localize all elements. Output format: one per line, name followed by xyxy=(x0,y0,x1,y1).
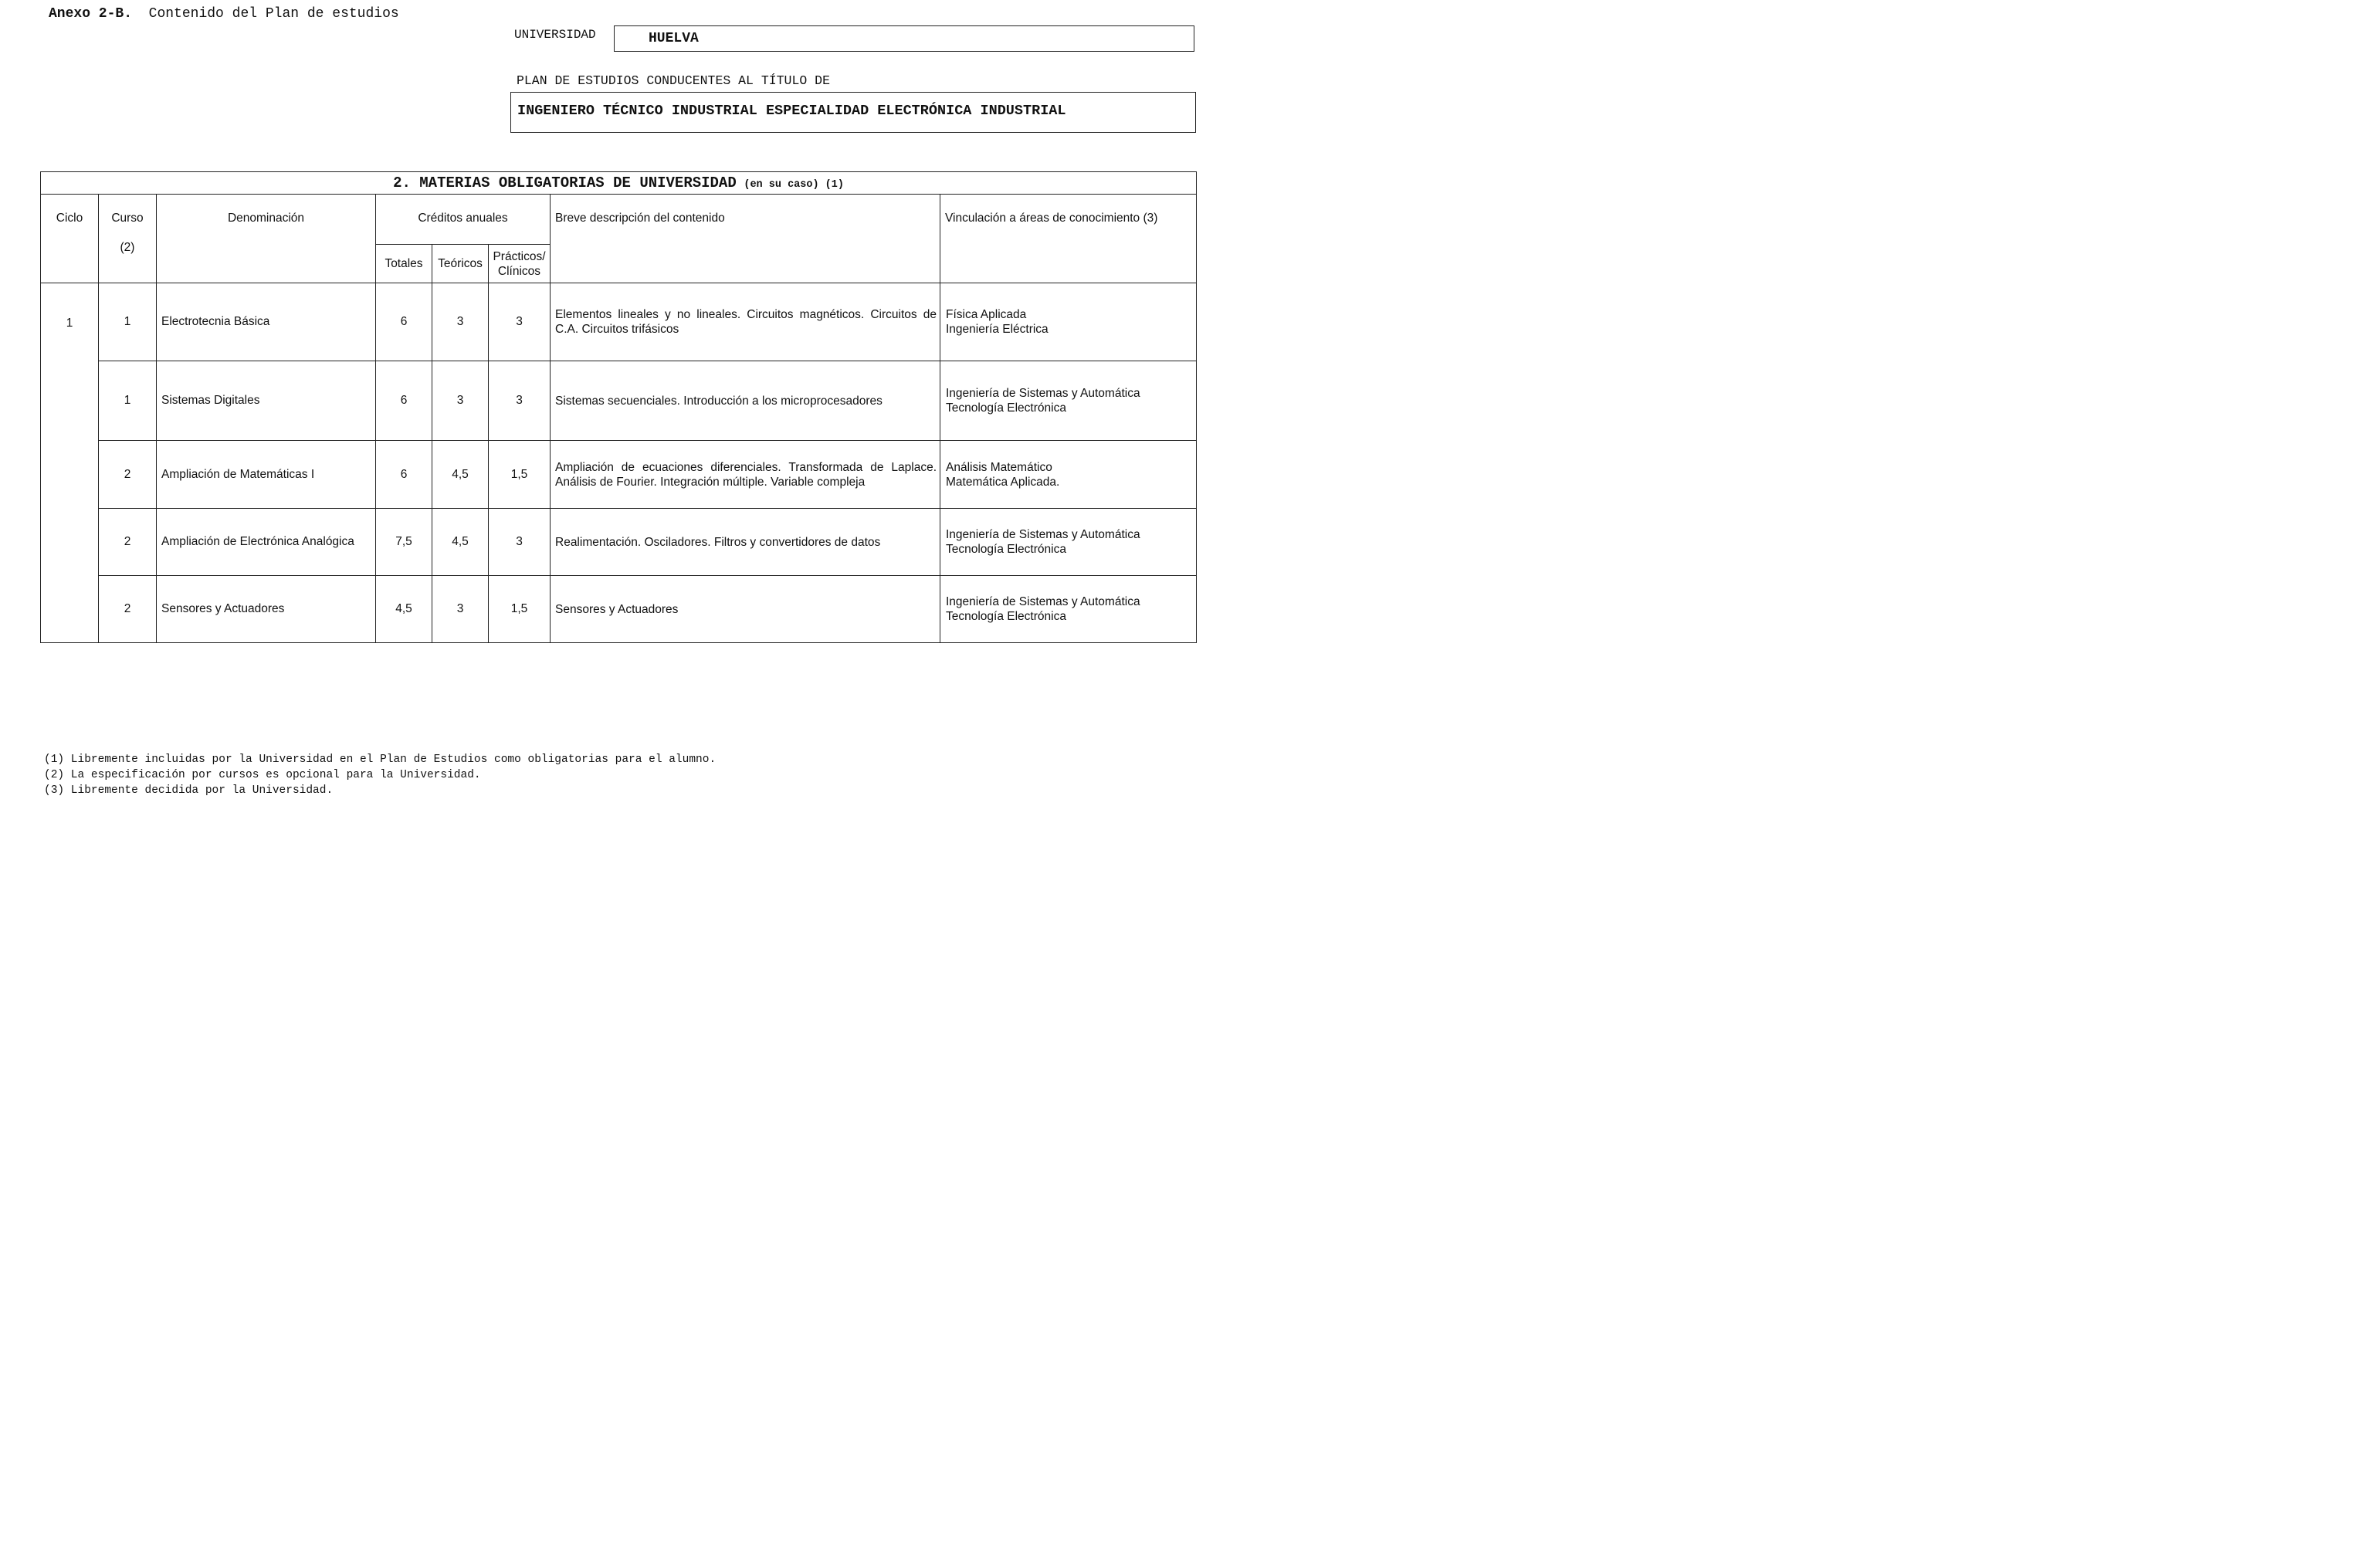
plan-label: PLAN DE ESTUDIOS CONDUCENTES AL TÍTULO DE xyxy=(517,73,830,88)
header-teoricos-label: Teóricos xyxy=(438,257,483,270)
annex-label: Anexo 2-B. xyxy=(49,6,133,22)
cell-descripcion: Realimentación. Osciladores. Filtros y convertidores de datos xyxy=(551,509,940,576)
annex-title: Contenido del Plan de estudios xyxy=(148,6,399,22)
cell-practicos: 1,5 xyxy=(489,576,551,643)
cell-totales: 6 xyxy=(376,441,432,509)
area-line: Tecnología Electrónica xyxy=(946,610,1066,623)
header-denominacion xyxy=(157,195,376,283)
degree-title-box xyxy=(510,92,1196,133)
degree-title: INGENIERO TÉCNICO INDUSTRIAL ESPECIALIDAD ELECTRÓNICA INDUSTRIAL xyxy=(517,103,1066,119)
cell-denominacion: Ampliación de Electrónica Analógica xyxy=(157,509,376,576)
cell-teoricos: 4,5 xyxy=(432,441,489,509)
area-line: Ingeniería de Sistemas y Automática xyxy=(946,387,1140,400)
footnote: (1) Libremente incluidas por la Universidad en el Plan de Estudios como obligatorias para el alumno. xyxy=(44,754,717,766)
cell-totales: 4,5 xyxy=(376,576,432,643)
cell-descripcion: Sensores y Actuadores xyxy=(551,576,940,643)
cell-teoricos: 3 xyxy=(432,361,489,441)
header-curso-label: Curso xyxy=(111,212,144,225)
cell-totales: 6 xyxy=(376,361,432,441)
ciclo-cell xyxy=(41,283,99,643)
area-line: Ingeniería de Sistemas y Automática xyxy=(946,595,1140,608)
cell-curso: 2 xyxy=(99,576,157,643)
table-row xyxy=(41,361,1197,441)
footnotes xyxy=(44,752,716,798)
cell-denominacion: Electrotecnia Básica xyxy=(157,283,376,361)
cell-practicos: 3 xyxy=(489,283,551,361)
section-title-sub: (en su caso) (1) xyxy=(744,179,844,191)
cell-curso: 2 xyxy=(99,441,157,509)
subjects-table xyxy=(40,171,1197,643)
header-curso xyxy=(99,195,157,283)
area-line: Análisis Matemático xyxy=(946,460,1052,474)
cell-denominacion: Sensores y Actuadores xyxy=(157,576,376,643)
header-ciclo xyxy=(41,195,99,283)
footnote: (2) La especificación por cursos es opcional para la Universidad. xyxy=(44,769,481,781)
header-ciclo-label: Ciclo xyxy=(56,212,83,225)
header-practicos-line1: Prácticos/ xyxy=(493,249,546,263)
table-row xyxy=(41,509,1197,576)
cell-curso: 1 xyxy=(99,283,157,361)
university-box xyxy=(614,25,1194,52)
university-name: HUELVA xyxy=(649,31,699,46)
header-denominacion-label: Denominación xyxy=(227,212,305,225)
cell-descripcion: Sistemas secuenciales. Introducción a los microprocesadores xyxy=(551,361,940,441)
ciclo-value: 1 xyxy=(66,317,73,330)
cell-teoricos: 3 xyxy=(432,576,489,643)
cell-curso: 1 xyxy=(99,361,157,441)
header-teoricos xyxy=(432,245,489,283)
cell-totales: 6 xyxy=(376,283,432,361)
area-line: Matemática Aplicada. xyxy=(946,475,1060,489)
header-vinculacion xyxy=(940,195,1197,283)
area-line: Ingeniería Eléctrica xyxy=(946,323,1049,336)
header-descripcion-label: Breve descripción del contenido xyxy=(555,212,725,225)
header-totales xyxy=(376,245,432,283)
header-curso-note: (2) xyxy=(120,241,135,254)
header-vinculacion-label: Vinculación a áreas de conocimiento (3) xyxy=(945,212,1158,225)
cell-teoricos: 4,5 xyxy=(432,509,489,576)
cell-areas xyxy=(940,361,1197,441)
header-totales-label: Totales xyxy=(385,257,423,270)
area-line: Tecnología Electrónica xyxy=(946,401,1066,415)
cell-descripcion: Ampliación de ecuaciones diferenciales. Transformada de Laplace. Análisis de Fourier. Integración múltiple. Variable compleja xyxy=(551,441,940,509)
section-title-main: 2. MATERIAS OBLIGATORIAS DE UNIVERSIDAD xyxy=(393,174,737,191)
header-practicos xyxy=(489,245,551,283)
cell-curso: 2 xyxy=(99,509,157,576)
table-row xyxy=(41,441,1197,509)
footnote: (3) Libremente decidida por la Universidad. xyxy=(44,784,334,797)
cell-areas xyxy=(940,509,1197,576)
cell-totales: 7,5 xyxy=(376,509,432,576)
area-line: Física Aplicada xyxy=(946,308,1027,321)
cell-areas xyxy=(940,283,1197,361)
cell-descripcion: Elementos lineales y no lineales. Circuitos magnéticos. Circuitos de C.A. Circuitos trifásicos xyxy=(551,283,940,361)
cell-denominacion: Sistemas Digitales xyxy=(157,361,376,441)
cell-areas xyxy=(940,441,1197,509)
table-row xyxy=(41,576,1197,643)
header-creditos xyxy=(376,195,551,245)
university-label: UNIVERSIDAD xyxy=(514,28,596,42)
area-line: Tecnología Electrónica xyxy=(946,543,1066,556)
header-practicos-line2: Clínicos xyxy=(497,264,541,278)
cell-teoricos: 3 xyxy=(432,283,489,361)
table-row xyxy=(41,283,1197,361)
header-descripcion xyxy=(551,195,940,283)
cell-practicos: 3 xyxy=(489,361,551,441)
cell-denominacion: Ampliación de Matemáticas I xyxy=(157,441,376,509)
area-line: Ingeniería de Sistemas y Automática xyxy=(946,528,1140,541)
cell-areas xyxy=(940,576,1197,643)
cell-practicos: 3 xyxy=(489,509,551,576)
section-title xyxy=(41,172,1197,195)
annex-heading xyxy=(49,6,399,22)
cell-practicos: 1,5 xyxy=(489,441,551,509)
header-creditos-label: Créditos anuales xyxy=(418,212,508,225)
